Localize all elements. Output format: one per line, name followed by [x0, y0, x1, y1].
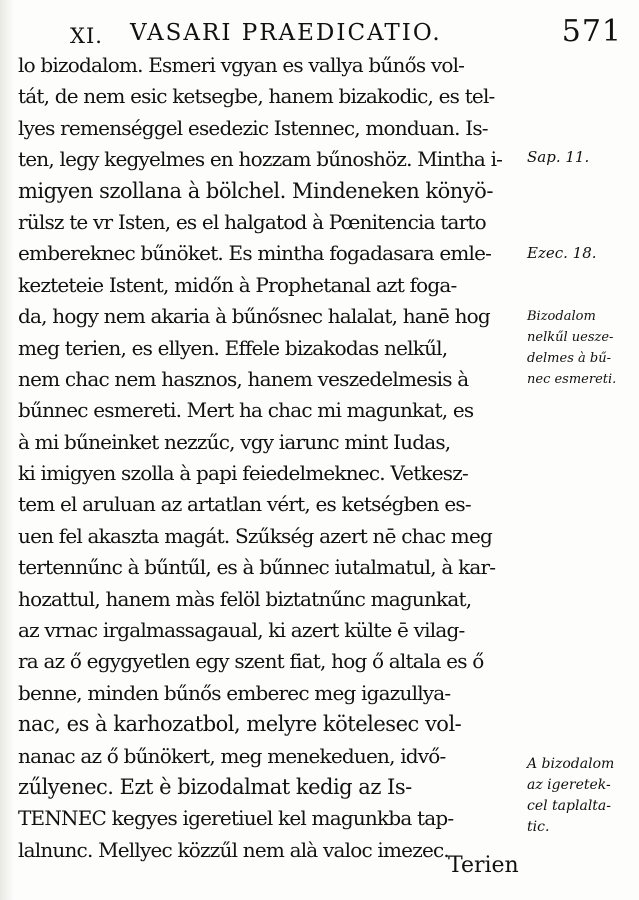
text-line: migyen szollana à bölchel. Mindeneken könyö-	[18, 178, 493, 203]
text-line: tát, de nem esic ketsegbe, hanem bizakodic, es tel-	[18, 84, 495, 109]
text-line: nem chac nem hasznos, hanem veszedelmesis à	[18, 366, 469, 391]
margin-note-line: cel taplalta-	[527, 798, 611, 814]
text-line: ki imigyen szolla à papi feiedelmeknec. Vetkesz-	[18, 461, 468, 486]
text-line: bűnnec esmereti. Mert ha chac mi magunkat, es	[18, 398, 474, 423]
text-line: lalnunc. Mellyec közzűl nem alà valoc imezec.	[18, 837, 449, 862]
text-line: TENNEC kegyes igeretiuel kel magunkba tap-	[18, 806, 454, 831]
text-line: zűlyenec. Ezt è bizodalmat kedig az Is-	[18, 774, 412, 799]
catchword: Terien	[448, 853, 519, 878]
text-line: à mi bűneinket nezzűc, vgy iarunc mint Iudas,	[18, 429, 451, 454]
page-edge-shadow	[0, 0, 14, 900]
margin-note-line: az igeretek-	[527, 777, 611, 793]
text-line: ten, legy kegyelmes en hozzam bűnoshöz. Mintha i-	[18, 147, 503, 172]
text-line: ra az ő egygyetlen egy szent fiat, hog ő altala es ő	[18, 649, 484, 674]
main-text-block	[18, 50, 533, 866]
text-line: meg terien, es ellyen. Effele bizakodas nelkűl,	[18, 335, 448, 360]
page-number: 571	[561, 14, 622, 49]
margin-note-bizodalom-1	[527, 306, 616, 390]
text-line: lyes remenséggel esedezic Istennec, monduan. Is-	[18, 115, 488, 140]
text-line: nac, es à karhozatbol, melyre kötelesec vol-	[18, 712, 462, 737]
chapter-number: XI.	[70, 24, 103, 48]
text-line: az vrnac irgalmassagaual, ki azert külte ē vilag-	[18, 618, 465, 643]
margin-note-line: delmes à bű-	[527, 351, 611, 366]
margin-note-bizodalom-2	[527, 754, 614, 838]
text-line: tertennűnc à bűntűl, es à bűnnec iutalmatul, à kar-	[18, 555, 496, 580]
text-line: nanac az ő bűnökert, meg menekeduen, idvő-	[18, 743, 446, 768]
margin-note-line: tic.	[527, 819, 550, 835]
text-line: tem el aruluan az artatlan vért, es ketségben es-	[18, 492, 471, 517]
running-title: VASARI PRAEDICATIO.	[130, 20, 442, 46]
text-line: da, hogy nem akaria à bűnősnec halalat, hanē hog	[18, 304, 490, 329]
text-line: embereknec bűnöket. Es mintha fogadasara emle-	[18, 241, 492, 266]
text-line: lo bizodalom. Esmeri vgyan es vallya bűnős vol-	[18, 53, 465, 77]
margin-note-line: A bizodalom	[527, 756, 615, 772]
text-line: uen fel akaszta magát. Szűkség azert nē chac meg	[18, 523, 492, 548]
margin-note-sap: Sap. 11.	[527, 148, 590, 166]
text-line: kezteteie Istent, midőn à Prophetanal azt foga-	[18, 272, 457, 297]
text-line: benne, minden bűnős emberec meg igazullya-	[18, 680, 451, 705]
page-header	[70, 8, 630, 52]
text-line: hozattul, hanem màs felöl biztatnűnc magunkat,	[18, 586, 472, 611]
margin-note-line: Bizodalom	[527, 309, 596, 324]
margin-note-line: nelkűl uesze-	[527, 330, 614, 345]
text-line: rülsz te vr Isten, es el halgatod à Pœnitencia tarto	[18, 209, 486, 234]
margin-note-ezek: Ezec. 18.	[527, 244, 597, 262]
margin-note-line: nec esmereti.	[527, 372, 617, 387]
